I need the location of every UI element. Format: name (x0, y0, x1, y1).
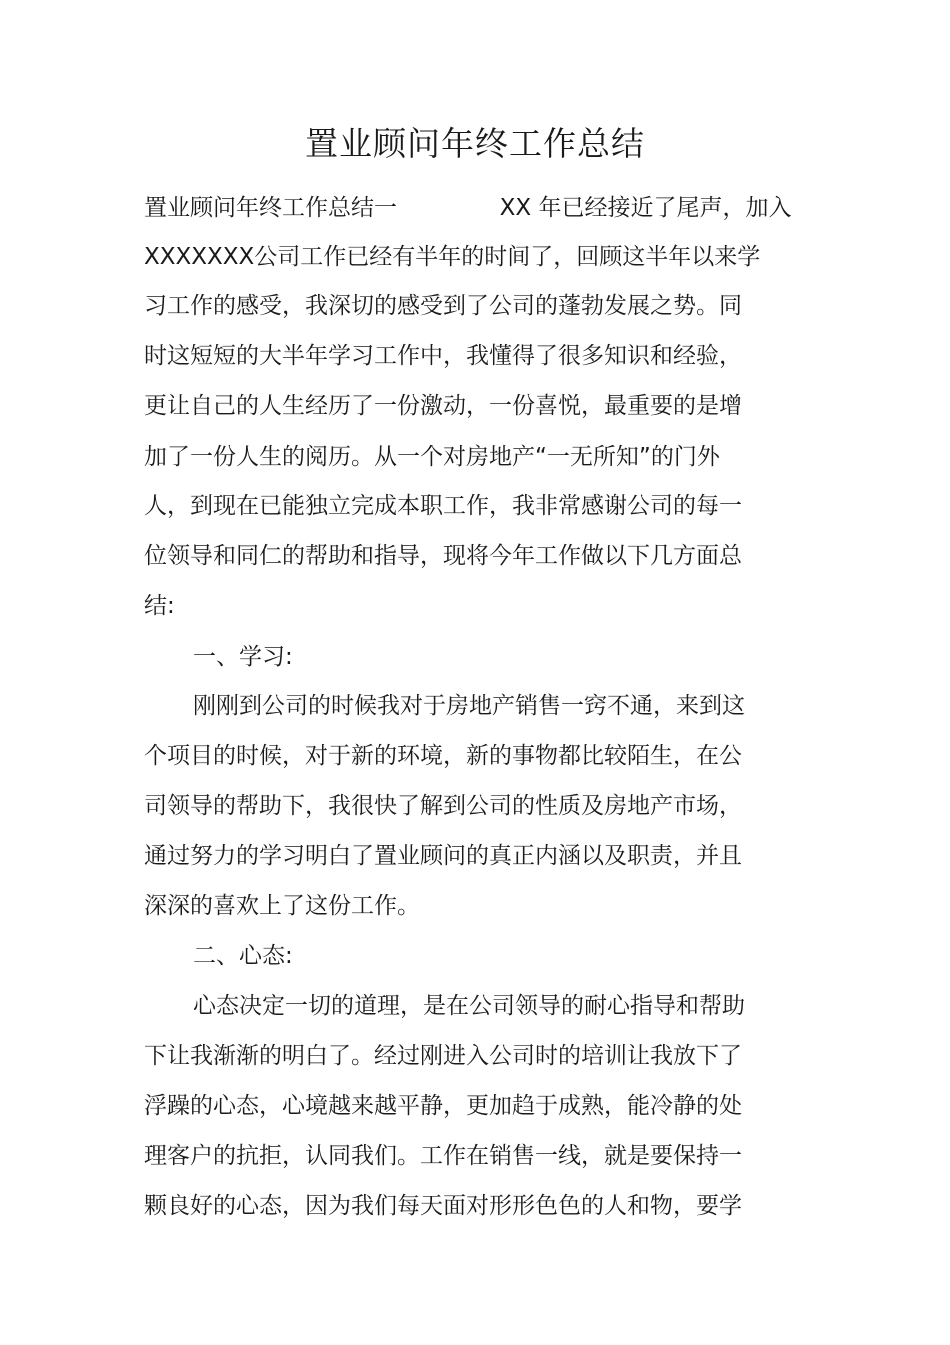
paragraph-line-6: 加了一份人生的阅历。从一个对房地产“一无所知”的门外 (144, 444, 720, 470)
paragraph-line-7: 人，到现在已能独立完成本职工作，我非常感谢公司的每一 (144, 493, 742, 519)
paragraph-line-17: 心态决定一切的道理，是在公司领导的耐心指导和帮助 (193, 993, 745, 1019)
paragraph-line-19: 浮躁的心态，心境越来越平静，更加趋于成熟，能冷静的处 (144, 1093, 742, 1119)
paragraph-line-20: 理客户的抗拒，认同我们。工作在销售一线，就是要保持一 (144, 1143, 742, 1169)
paragraph-line-4: 时这短短的大半年学习工作中，我懂得了很多知识和经验， (144, 343, 742, 369)
paragraph-line-1 (144, 192, 791, 224)
document-title: 置业顾问年终工作总结 (305, 124, 645, 163)
paragraph-line-14: 通过努力的学习明白了置业顾问的真正内涵以及职责，并且 (144, 843, 742, 869)
paragraph-line-18: 下让我渐渐的明白了。经过刚进入公司时的培训让我放下了 (144, 1043, 742, 1069)
section-heading-mindset: 二、心态: (193, 943, 293, 969)
paragraph-line-13: 司领导的帮助下，我很快了解到公司的性质及房地产市场， (144, 793, 742, 819)
section-heading-study: 一、学习: (193, 644, 293, 670)
paragraph-line-21: 颗良好的心态，因为我们每天面对形形色色的人和物，要学 (144, 1193, 742, 1219)
paragraph-line-11: 刚刚到公司的时候我对于房地产销售一窍不通，来到这 (193, 693, 745, 719)
line-1-left-text: 置业顾问年终工作总结一 (144, 195, 397, 221)
paragraph-line-5: 更让自己的人生经历了一份激动，一份喜悦，最重要的是增 (144, 393, 742, 419)
line-1-right-text: XX 年已经接近了尾声，加入 (499, 195, 792, 221)
paragraph-line-3: 习工作的感受，我深切的感受到了公司的蓬勃发展之势。同 (144, 293, 742, 319)
paragraph-line-12: 个项目的时候，对于新的环境，新的事物都比较陌生，在公 (144, 743, 742, 769)
paragraph-line-2: XXXXXXX公司工作已经有半年的时间了，回顾这半年以来学 (144, 244, 761, 270)
paragraph-line-9: 结: (144, 593, 175, 619)
paragraph-line-8: 位领导和同仁的帮助和指导，现将今年工作做以下几方面总 (144, 543, 742, 569)
paragraph-line-15: 深深的喜欢上了这份工作。 (144, 893, 420, 919)
